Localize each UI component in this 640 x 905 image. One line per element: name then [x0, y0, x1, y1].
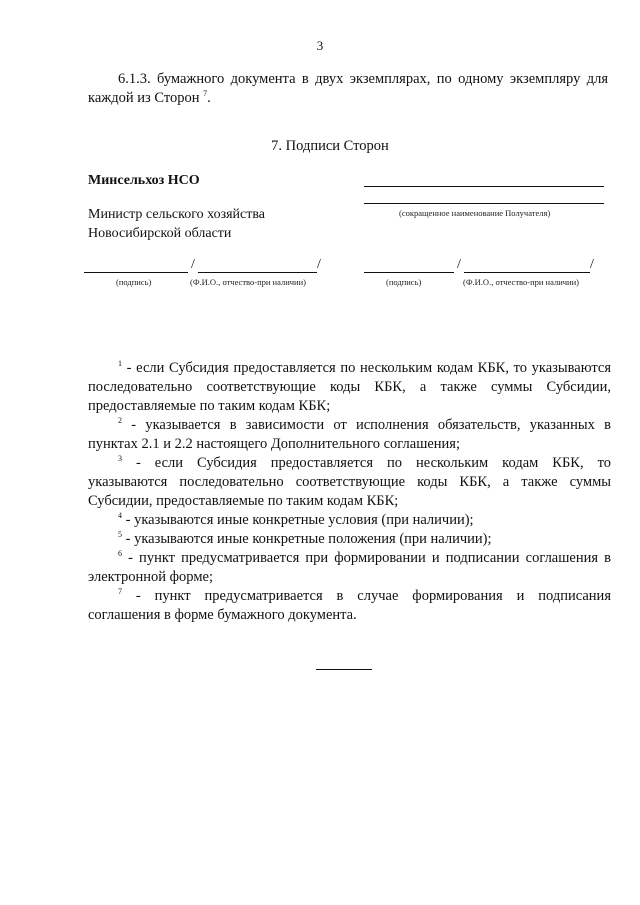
clause-6-1-3-line-1: 6.1.3. бумажного документа в двух экземплярах, по одному экземпляру для — [118, 71, 608, 87]
section-title: 7. Подписи Сторон — [271, 138, 389, 154]
recipient-name-line — [364, 186, 604, 187]
footnote-5-line-1: $^5$ - указываются иные конкретные положения (при наличии); — [118, 530, 492, 547]
left-party-title-line-1: Министр сельского хозяйства — [88, 207, 265, 222]
footnote-3-line-3: Субсидии, предоставляемые по таким кодам КБК; — [88, 493, 399, 509]
footnote-3-line-2: указываются последовательно соответствующие коды КБК, а также суммы — [88, 474, 611, 490]
clause-6-1-3-line-2: каждой из Сторон $^7$. — [88, 89, 211, 106]
page-number: 3 — [316, 38, 324, 53]
footnote-4-line-1: $^4$ - указываются иные конкретные условия (при наличии); — [118, 511, 474, 528]
left-signature-caption: (подпись) — [116, 277, 152, 287]
footnote-7-line-2: соглашения в форме бумажного документа. — [88, 607, 357, 623]
recipient-name-line-2 — [364, 203, 604, 204]
footnote-ref-7: 7 — [203, 89, 208, 99]
left-name-line — [198, 272, 317, 273]
left-slash-1: / — [191, 257, 195, 272]
left-slash-2: / — [317, 257, 321, 272]
left-party-org: Минсельхоз НСО — [88, 173, 200, 188]
footnote-1-line-2: последовательно соответствующие коды КБК, а также суммы Субсидии, — [88, 379, 611, 395]
right-slash-2: / — [590, 257, 594, 272]
footnote-1-line-3: предоставляемые по таким кодам КБК; — [88, 398, 331, 414]
footnote-1-line-1: $^1$ - если Субсидия предоставляется по нескольким кодам КБК, то указываются — [118, 359, 611, 376]
footnote-7-line-1: $^7$ - пункт предусматривается в случае формирования и подписания — [118, 587, 611, 604]
left-name-caption: (Ф.И.О., отчество-при наличии) — [190, 277, 306, 287]
recipient-caption: (сокращенное наименование Получателя) — [399, 208, 551, 218]
left-signature-line — [84, 272, 188, 273]
right-signature-line — [364, 272, 454, 273]
right-name-line — [464, 272, 590, 273]
right-name-caption: (Ф.И.О., отчество-при наличии) — [463, 277, 579, 287]
footnote-6-line-1: $^6$ - пункт предусматривается при формировании и подписании соглашения в — [118, 549, 611, 566]
right-signature-caption: (подпись) — [386, 277, 422, 287]
end-rule — [316, 669, 372, 670]
footnotes-block — [88, 359, 611, 625]
footnote-2-line-1: $^2$ - указывается в зависимости от исполнения обязательств, указанных в — [118, 416, 611, 433]
footnote-2-line-2: пунктах 2.1 и 2.2 настоящего Дополнительного соглашения; — [88, 436, 461, 452]
footnote-3-line-1: $^3$ - если Субсидия предоставляется по нескольким кодам КБК, то — [118, 454, 611, 471]
footnote-6-line-2: электронной форме; — [88, 569, 213, 585]
right-slash-1: / — [457, 257, 461, 272]
left-party-title-line-2: Новосибирской области — [88, 226, 232, 241]
